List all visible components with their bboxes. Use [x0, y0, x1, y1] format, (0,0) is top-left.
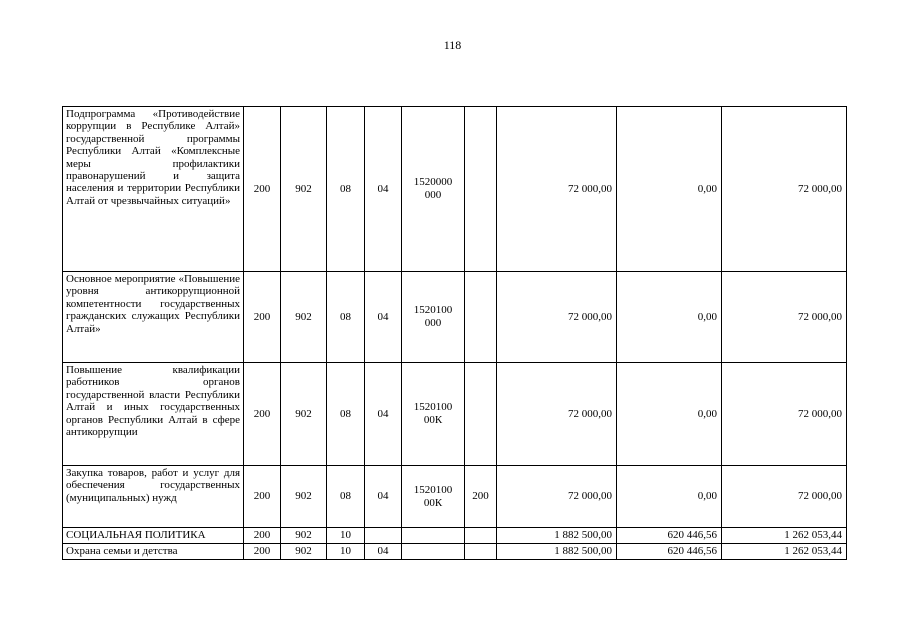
row-target-code — [402, 107, 465, 272]
row-amount-2: 0,00 — [617, 107, 722, 272]
row-expense-type — [465, 272, 497, 363]
table-row — [63, 363, 847, 466]
row-name: Основное мероприятие «Повышение уровня антикоррупционной компетентности государственных гражданских служащих Республики Алтай» — [63, 272, 244, 363]
row-subsection: 04 — [365, 544, 402, 560]
row-code-2: 902 — [281, 528, 327, 544]
row-target-code — [402, 528, 465, 544]
row-subsection: 04 — [365, 363, 402, 466]
row-code-1: 200 — [244, 544, 281, 560]
row-amount-3: 1 262 053,44 — [722, 528, 847, 544]
row-expense-type — [465, 528, 497, 544]
row-amount-2: 0,00 — [617, 466, 722, 528]
row-section: 10 — [327, 544, 365, 560]
row-amount-2: 0,00 — [617, 272, 722, 363]
row-target-code — [402, 272, 465, 363]
row-name: Охрана семьи и детства — [63, 544, 244, 560]
page-number: 118 — [443, 38, 462, 52]
row-code-2: 902 — [281, 466, 327, 528]
row-expense-type — [465, 363, 497, 466]
table-row — [63, 272, 847, 363]
row-amount-1: 72 000,00 — [497, 107, 617, 272]
row-code-1: 200 — [244, 466, 281, 528]
row-subsection: 04 — [365, 272, 402, 363]
row-amount-3: 72 000,00 — [722, 363, 847, 466]
row-name: Закупка товаров, работ и услуг для обеспечения государственных (муниципальных) нужд — [63, 466, 244, 528]
target-code-line-2: 00К — [423, 496, 443, 509]
target-code-line-1: 1520100 — [413, 401, 453, 413]
table-row — [63, 528, 847, 544]
row-code-1: 200 — [244, 107, 281, 272]
table-row — [63, 466, 847, 528]
row-section: 10 — [327, 528, 365, 544]
row-amount-2: 620 446,56 — [617, 544, 722, 560]
row-amount-3: 72 000,00 — [722, 272, 847, 363]
row-target-code — [402, 363, 465, 466]
row-code-1: 200 — [244, 272, 281, 363]
row-subsection: 04 — [365, 466, 402, 528]
row-code-2: 902 — [281, 363, 327, 466]
row-subsection: 04 — [365, 107, 402, 272]
row-section: 08 — [327, 363, 365, 466]
row-expense-type — [465, 107, 497, 272]
target-code-line-2: 00К — [423, 414, 443, 426]
row-amount-2: 620 446,56 — [617, 528, 722, 544]
target-code-line-1: 1520100 — [413, 483, 453, 496]
row-code-1: 200 — [244, 363, 281, 466]
row-expense-type: 200 — [465, 466, 497, 528]
row-amount-2: 0,00 — [617, 363, 722, 466]
row-target-code — [402, 544, 465, 560]
row-section: 08 — [327, 466, 365, 528]
row-amount-1: 72 000,00 — [497, 272, 617, 363]
row-section: 08 — [327, 107, 365, 272]
target-code-line-2: 000 — [424, 189, 442, 201]
row-target-code — [402, 466, 465, 528]
row-name: Повышение квалификации работников органов государственной власти Республики Алтай и иных государственных органов Республики Алтай в сфере антикоррупции — [63, 363, 244, 466]
table-row — [63, 107, 847, 272]
row-code-2: 902 — [281, 107, 327, 272]
row-code-1: 200 — [244, 528, 281, 544]
row-amount-3: 72 000,00 — [722, 107, 847, 272]
row-name: СОЦИАЛЬНАЯ ПОЛИТИКА — [63, 528, 244, 544]
row-amount-1: 1 882 500,00 — [497, 544, 617, 560]
row-subsection — [365, 528, 402, 544]
row-amount-1: 72 000,00 — [497, 466, 617, 528]
row-amount-1: 72 000,00 — [497, 363, 617, 466]
row-amount-3: 1 262 053,44 — [722, 544, 847, 560]
row-code-2: 902 — [281, 544, 327, 560]
row-expense-type — [465, 544, 497, 560]
budget-table — [62, 106, 847, 560]
table-row — [63, 544, 847, 560]
target-code-line-2: 000 — [424, 317, 442, 329]
target-code-line-1: 1520000 — [413, 176, 453, 188]
row-amount-1: 1 882 500,00 — [497, 528, 617, 544]
row-section: 08 — [327, 272, 365, 363]
row-name: Подпрограмма «Противодействие коррупции в Республике Алтай» государственной программы Республики Алтай «Комплексные меры профилактики правонарушений и защита населения и территории Республики Алтай от чрезвычайных ситуаций» — [63, 107, 244, 272]
row-amount-3: 72 000,00 — [722, 466, 847, 528]
row-code-2: 902 — [281, 272, 327, 363]
target-code-line-1: 1520100 — [413, 304, 453, 316]
